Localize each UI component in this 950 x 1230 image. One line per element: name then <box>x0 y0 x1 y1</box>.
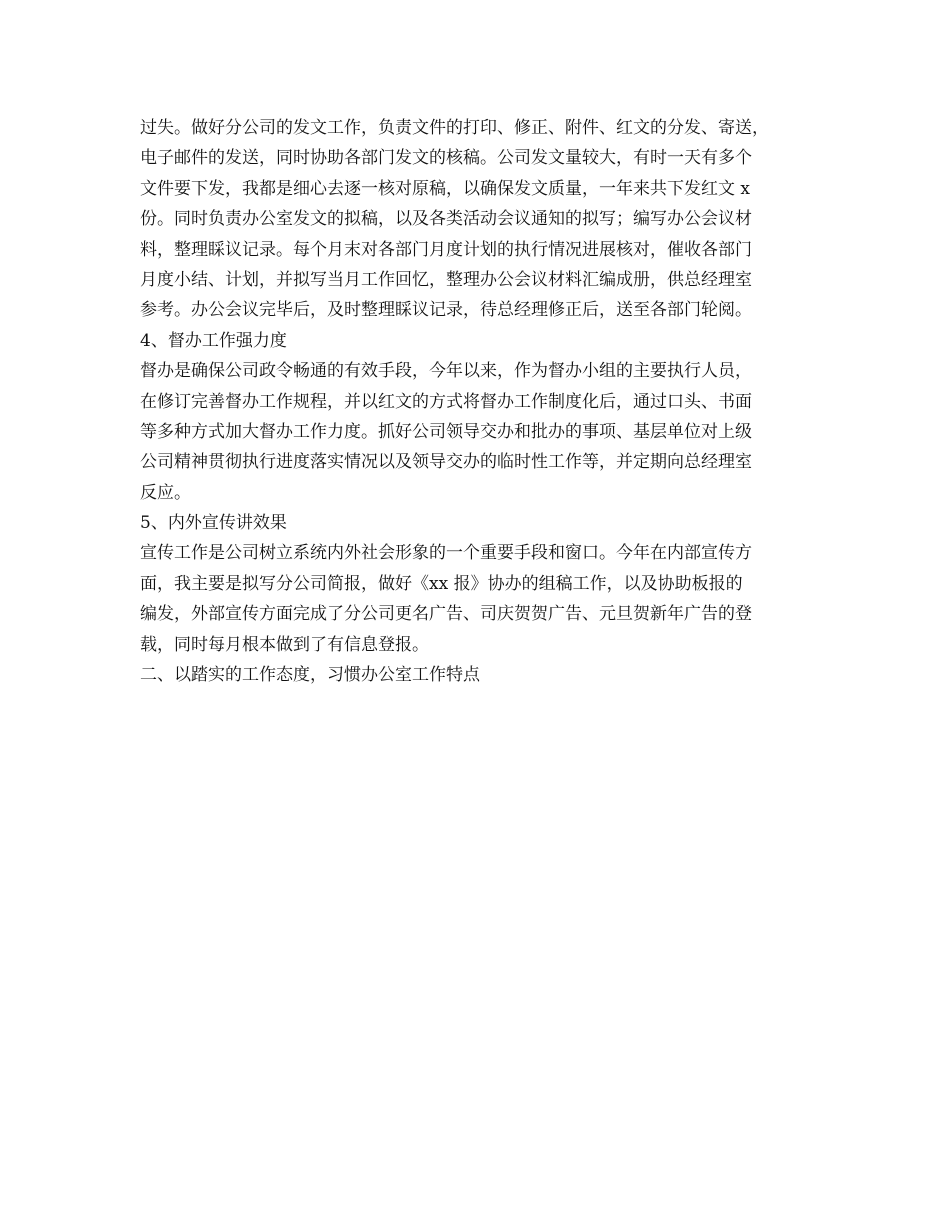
section-heading-supervision: 4、督办工作强力度 <box>140 330 287 351</box>
text-line: 参考。办公会议完毕后，及时整理睬议记录，待总经理修正后，送至各部门轮阅。 <box>140 300 752 321</box>
paragraph-office-documents <box>140 113 840 326</box>
paragraph-supervision <box>140 356 840 508</box>
text-line: 面，我主要是拟写分公司简报，做好《xx 报》协办的组稿工作，以及协助板报的 <box>140 573 743 594</box>
text-line: 公司精神贯彻执行进度落实情况以及领导交办的临时性工作等，并定期向总经理室 <box>140 452 752 473</box>
document-body <box>140 113 840 690</box>
text-line: 编发，外部宣传方面完成了分公司更名广告、司庆贺贺广告、元旦贺新年广告的登 <box>140 604 752 625</box>
text-line: 宣传工作是公司树立系统内外社会形象的一个重要手段和窗口。今年在内部宣传方 <box>140 543 752 564</box>
text-line: 月度小结、计划，并拟写当月工作回忆，整理办公会议材料汇编成册，供总经理室 <box>140 269 752 290</box>
text-line: 份。同时负责办公室发文的拟稿，以及各类活动会议通知的拟写；编写办公会议材 <box>140 209 752 230</box>
paragraph-publicity <box>140 538 840 660</box>
text-line: 文件要下发，我都是细心去逐一核对原稿，以确保发文质量，一年来共下发红文 x <box>140 178 750 199</box>
section-heading-publicity: 5、内外宣传讲效果 <box>140 513 287 534</box>
text-line: 在修订完善督办工作规程，并以红文的方式将督办工作制度化后，通过口头、书面 <box>140 391 752 412</box>
text-line: 料，整理睬议记录。每个月末对各部门月度计划的执行情况进展核对，催收各部门 <box>140 239 752 260</box>
text-line: 反应。 <box>140 482 191 503</box>
text-line: 载，同时每月根本做到了有信息登报。 <box>140 634 429 655</box>
text-line: 电子邮件的发送，同时协助各部门发文的核稿。公司发文量较大，有时一天有多个 <box>140 148 752 169</box>
text-line: 督办是确保公司政令畅通的有效手段，今年以来，作为督办小组的主要执行人员， <box>140 361 752 382</box>
section-heading-work-attitude: 二、以踏实的工作态度，习惯办公室工作特点 <box>140 665 480 686</box>
text-line: 等多种方式加大督办工作力度。抓好公司领导交办和批办的事项、基层单位对上级 <box>140 421 752 442</box>
text-line: 过失。做好分公司的发文工作，负责文件的打印、修正、附件、红文的分发、寄送， <box>140 118 769 138</box>
